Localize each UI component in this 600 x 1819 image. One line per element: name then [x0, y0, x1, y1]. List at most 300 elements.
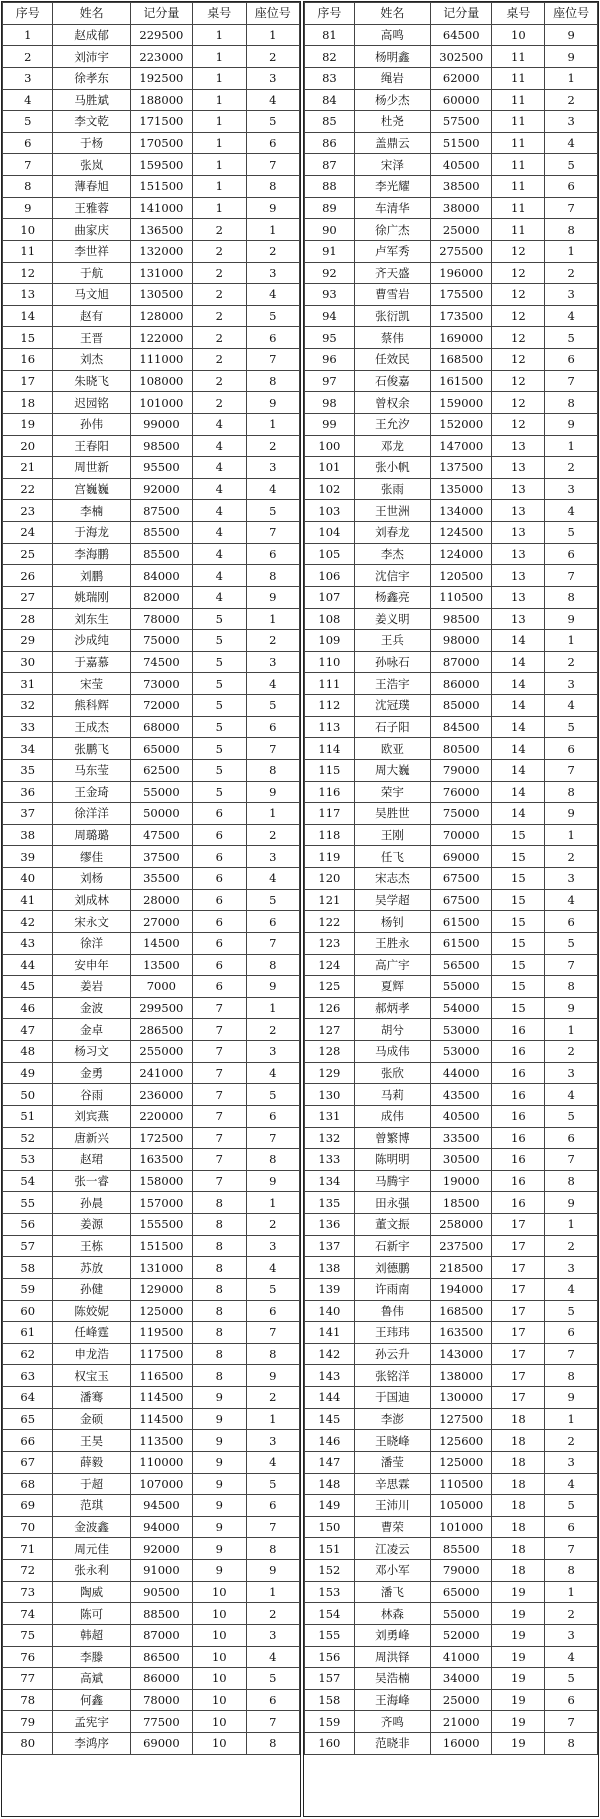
cell-seat: 4 — [246, 1646, 299, 1668]
cell-table: 1 — [193, 46, 246, 68]
cell-table: 9 — [193, 1560, 246, 1582]
cell-score: 95500 — [130, 457, 192, 479]
cell-name: 刘德鹏 — [354, 1257, 430, 1279]
cell-name: 宫巍巍 — [53, 478, 130, 500]
table-row — [3, 262, 300, 284]
table-row — [305, 1062, 598, 1084]
cell-seat: 4 — [545, 1278, 598, 1300]
cell-seat: 2 — [545, 457, 598, 479]
cell-score: 34000 — [430, 1668, 492, 1690]
cell-name: 王刚 — [354, 824, 430, 846]
cell-seq: 155 — [305, 1624, 355, 1646]
cell-name: 董文振 — [354, 1214, 430, 1236]
cell-seat: 7 — [246, 1711, 299, 1733]
cell-name: 徐洋洋 — [53, 803, 130, 825]
cell-seq: 144 — [305, 1387, 355, 1409]
cell-table: 6 — [193, 868, 246, 890]
cell-seq: 1 — [3, 24, 53, 46]
cell-seat: 5 — [246, 695, 299, 717]
cell-seat: 8 — [246, 954, 299, 976]
table-row — [305, 543, 598, 565]
cell-seat: 1 — [246, 1408, 299, 1430]
cell-seat: 4 — [545, 500, 598, 522]
cell-name: 潘骞 — [53, 1387, 130, 1409]
cell-seq: 158 — [305, 1689, 355, 1711]
cell-table: 6 — [193, 824, 246, 846]
cell-name: 于航 — [53, 262, 130, 284]
cell-name: 王浩宇 — [354, 673, 430, 695]
cell-seq: 28 — [3, 608, 53, 630]
table-row — [3, 1668, 300, 1690]
cell-table: 2 — [193, 370, 246, 392]
cell-name: 马文旭 — [53, 284, 130, 306]
cell-name: 绳岩 — [354, 67, 430, 89]
cell-table: 9 — [193, 1516, 246, 1538]
cell-seq: 16 — [3, 349, 53, 371]
cell-table: 12 — [492, 284, 545, 306]
cell-score: 87000 — [130, 1624, 192, 1646]
cell-seq: 114 — [305, 738, 355, 760]
cell-seq: 157 — [305, 1668, 355, 1690]
cell-table: 19 — [492, 1646, 545, 1668]
cell-score: 151500 — [130, 1235, 192, 1257]
cell-seat: 6 — [545, 543, 598, 565]
cell-table: 15 — [492, 976, 545, 998]
cell-name: 马腾宇 — [354, 1170, 430, 1192]
cell-name: 陶威 — [53, 1581, 130, 1603]
cell-table: 13 — [492, 478, 545, 500]
table-row — [305, 868, 598, 890]
cell-table: 9 — [193, 1408, 246, 1430]
cell-seat: 9 — [246, 586, 299, 608]
cell-seat: 1 — [246, 413, 299, 435]
cell-seat: 9 — [246, 1170, 299, 1192]
cell-seq: 4 — [3, 89, 53, 111]
cell-seat: 7 — [545, 759, 598, 781]
table-row — [305, 1127, 598, 1149]
table-row — [305, 586, 598, 608]
cell-table: 19 — [492, 1689, 545, 1711]
cell-name: 张铭洋 — [354, 1365, 430, 1387]
cell-name: 邓龙 — [354, 435, 430, 457]
cell-seat: 9 — [246, 781, 299, 803]
cell-name: 鲁伟 — [354, 1300, 430, 1322]
cell-seq: 50 — [3, 1084, 53, 1106]
cell-table: 10 — [193, 1624, 246, 1646]
cell-seq: 147 — [305, 1451, 355, 1473]
cell-seat: 4 — [246, 868, 299, 890]
cell-name: 金波 — [53, 997, 130, 1019]
cell-score: 172500 — [130, 1127, 192, 1149]
cell-seat: 5 — [545, 716, 598, 738]
table-row — [305, 1495, 598, 1517]
cell-table: 11 — [492, 89, 545, 111]
table-row — [3, 586, 300, 608]
cell-score: 33500 — [430, 1127, 492, 1149]
cell-seq: 63 — [3, 1365, 53, 1387]
cell-name: 孙伟 — [53, 413, 130, 435]
cell-score: 241000 — [130, 1062, 192, 1084]
cell-seat: 9 — [545, 803, 598, 825]
cell-table: 19 — [492, 1733, 545, 1755]
cell-seq: 44 — [3, 954, 53, 976]
score-sheet — [1, 1, 598, 1817]
cell-seq: 75 — [3, 1624, 53, 1646]
cell-table: 8 — [193, 1278, 246, 1300]
cell-score: 131000 — [130, 262, 192, 284]
cell-seq: 54 — [3, 1170, 53, 1192]
cell-table: 14 — [492, 738, 545, 760]
cell-table: 7 — [193, 1170, 246, 1192]
table-row — [305, 651, 598, 673]
cell-seat: 7 — [545, 565, 598, 587]
cell-seat: 6 — [545, 1127, 598, 1149]
cell-seat: 6 — [545, 738, 598, 760]
cell-seq: 143 — [305, 1365, 355, 1387]
cell-seq: 156 — [305, 1646, 355, 1668]
cell-table: 6 — [193, 954, 246, 976]
cell-seat: 1 — [545, 435, 598, 457]
cell-table: 4 — [193, 435, 246, 457]
table-row — [305, 457, 598, 479]
cell-name: 张欣 — [354, 1062, 430, 1084]
cell-name: 姜岩 — [53, 976, 130, 998]
table-row — [305, 1668, 598, 1690]
cell-table: 14 — [492, 803, 545, 825]
cell-seat: 8 — [545, 1733, 598, 1755]
cell-table: 9 — [193, 1430, 246, 1452]
table-row — [305, 1581, 598, 1603]
cell-score: 110500 — [430, 1473, 492, 1495]
cell-seat: 5 — [545, 327, 598, 349]
cell-seq: 132 — [305, 1127, 355, 1149]
cell-table: 18 — [492, 1495, 545, 1517]
table-row — [3, 803, 300, 825]
cell-seat: 3 — [246, 846, 299, 868]
cell-score: 196000 — [430, 262, 492, 284]
cell-seq: 39 — [3, 846, 53, 868]
table-row — [3, 954, 300, 976]
cell-name: 宋莹 — [53, 673, 130, 695]
cell-name: 辛思霖 — [354, 1473, 430, 1495]
cell-table: 12 — [492, 262, 545, 284]
table-row — [305, 781, 598, 803]
cell-table: 11 — [492, 46, 545, 68]
cell-seat: 5 — [545, 932, 598, 954]
cell-score: 78000 — [130, 608, 192, 630]
cell-table: 14 — [492, 673, 545, 695]
header-row — [3, 3, 300, 25]
right-table-body — [305, 24, 598, 1754]
cell-seat: 6 — [246, 327, 299, 349]
cell-name: 高斌 — [53, 1668, 130, 1690]
cell-name: 高广宇 — [354, 954, 430, 976]
table-row — [305, 1214, 598, 1236]
cell-seat: 4 — [545, 132, 598, 154]
cell-seat: 5 — [246, 1084, 299, 1106]
cell-table: 7 — [193, 1041, 246, 1063]
cell-seat: 2 — [246, 630, 299, 652]
cell-score: 110500 — [430, 586, 492, 608]
cell-seat: 1 — [545, 1214, 598, 1236]
cell-seq: 139 — [305, 1278, 355, 1300]
cell-table: 1 — [193, 111, 246, 133]
cell-name: 曹荣 — [354, 1516, 430, 1538]
cell-seq: 101 — [305, 457, 355, 479]
cell-seat: 5 — [545, 1300, 598, 1322]
cell-seq: 17 — [3, 370, 53, 392]
cell-table: 17 — [492, 1365, 545, 1387]
cell-table: 8 — [193, 1300, 246, 1322]
cell-name: 车清华 — [354, 197, 430, 219]
cell-seat: 3 — [246, 1235, 299, 1257]
cell-table: 10 — [193, 1668, 246, 1690]
cell-name: 曹雪岩 — [354, 284, 430, 306]
table-row — [305, 1343, 598, 1365]
table-row — [305, 997, 598, 1019]
cell-seat: 9 — [246, 1365, 299, 1387]
cell-seq: 5 — [3, 111, 53, 133]
cell-table: 9 — [193, 1473, 246, 1495]
cell-seq: 81 — [305, 24, 355, 46]
table-row — [3, 1149, 300, 1171]
cell-score: 30500 — [430, 1149, 492, 1171]
table-row — [305, 1041, 598, 1063]
cell-table: 14 — [492, 759, 545, 781]
cell-seat: 4 — [545, 695, 598, 717]
table-row — [3, 889, 300, 911]
cell-seat: 9 — [545, 608, 598, 630]
cell-seq: 126 — [305, 997, 355, 1019]
cell-seq: 43 — [3, 932, 53, 954]
cell-score: 92000 — [130, 1538, 192, 1560]
cell-score: 158000 — [130, 1170, 192, 1192]
cell-name: 刘杰 — [53, 349, 130, 371]
cell-score: 157000 — [130, 1192, 192, 1214]
cell-seq: 115 — [305, 759, 355, 781]
table-row — [305, 1322, 598, 1344]
cell-seat: 3 — [545, 868, 598, 890]
cell-score: 124500 — [430, 522, 492, 544]
table-row — [305, 803, 598, 825]
cell-score: 60000 — [430, 89, 492, 111]
cell-seat: 2 — [246, 1603, 299, 1625]
cell-seat: 9 — [545, 46, 598, 68]
cell-score: 65000 — [430, 1581, 492, 1603]
cell-table: 18 — [492, 1451, 545, 1473]
table-row — [305, 1149, 598, 1171]
cell-score: 163500 — [130, 1149, 192, 1171]
cell-name: 刘春龙 — [354, 522, 430, 544]
cell-seat: 7 — [246, 738, 299, 760]
cell-table: 17 — [492, 1214, 545, 1236]
cell-seq: 3 — [3, 67, 53, 89]
table-row — [3, 240, 300, 262]
table-row — [3, 1127, 300, 1149]
table-row — [3, 370, 300, 392]
cell-table: 1 — [193, 132, 246, 154]
cell-seq: 133 — [305, 1149, 355, 1171]
cell-seat: 7 — [545, 1149, 598, 1171]
table-row — [3, 695, 300, 717]
cell-name: 刘宾燕 — [53, 1105, 130, 1127]
table-row — [305, 67, 598, 89]
table-row — [3, 608, 300, 630]
cell-table: 6 — [193, 932, 246, 954]
cell-seq: 103 — [305, 500, 355, 522]
table-row — [305, 1560, 598, 1582]
cell-score: 53000 — [430, 1019, 492, 1041]
cell-seq: 135 — [305, 1192, 355, 1214]
table-row — [3, 1473, 300, 1495]
cell-table: 4 — [193, 478, 246, 500]
cell-name: 曾繁博 — [354, 1127, 430, 1149]
table-row — [3, 1278, 300, 1300]
table-row — [3, 1192, 300, 1214]
cell-table: 13 — [492, 435, 545, 457]
cell-seq: 138 — [305, 1257, 355, 1279]
cell-score: 70000 — [430, 824, 492, 846]
cell-name: 缪佳 — [53, 846, 130, 868]
cell-seq: 100 — [305, 435, 355, 457]
cell-seq: 58 — [3, 1257, 53, 1279]
cell-table: 6 — [193, 976, 246, 998]
cell-name: 吴浩楠 — [354, 1668, 430, 1690]
cell-seq: 41 — [3, 889, 53, 911]
cell-name: 潘飞 — [354, 1581, 430, 1603]
cell-name: 申龙浩 — [53, 1343, 130, 1365]
cell-score: 35500 — [130, 868, 192, 890]
cell-table: 16 — [492, 1192, 545, 1214]
cell-name: 孙云升 — [354, 1343, 430, 1365]
cell-table: 2 — [193, 284, 246, 306]
cell-seat: 1 — [545, 1581, 598, 1603]
cell-seat: 5 — [246, 1473, 299, 1495]
cell-table: 5 — [193, 738, 246, 760]
cell-seq: 121 — [305, 889, 355, 911]
cell-seat: 2 — [545, 89, 598, 111]
cell-seq: 29 — [3, 630, 53, 652]
cell-seq: 96 — [305, 349, 355, 371]
cell-score: 127500 — [430, 1408, 492, 1430]
cell-name: 赵珺 — [53, 1149, 130, 1171]
cell-name: 薛毅 — [53, 1451, 130, 1473]
table-row — [305, 1257, 598, 1279]
cell-score: 136500 — [130, 219, 192, 241]
cell-table: 11 — [492, 154, 545, 176]
cell-score: 76000 — [430, 781, 492, 803]
table-row — [305, 392, 598, 414]
cell-name: 王昊 — [53, 1430, 130, 1452]
cell-table: 14 — [492, 716, 545, 738]
cell-table: 6 — [193, 846, 246, 868]
cell-table: 12 — [492, 349, 545, 371]
cell-table: 14 — [492, 630, 545, 652]
table-row — [3, 1019, 300, 1041]
table-row — [3, 781, 300, 803]
cell-seat: 4 — [246, 673, 299, 695]
cell-table: 10 — [193, 1689, 246, 1711]
cell-table: 18 — [492, 1430, 545, 1452]
cell-score: 52000 — [430, 1624, 492, 1646]
cell-seq: 76 — [3, 1646, 53, 1668]
cell-seat: 7 — [545, 197, 598, 219]
cell-score: 168500 — [430, 1300, 492, 1322]
cell-score: 169000 — [430, 327, 492, 349]
table-row — [305, 154, 598, 176]
cell-name: 薄春旭 — [53, 176, 130, 198]
cell-seq: 92 — [305, 262, 355, 284]
cell-table: 5 — [193, 781, 246, 803]
cell-table: 2 — [193, 262, 246, 284]
cell-seq: 72 — [3, 1560, 53, 1582]
cell-name: 苏放 — [53, 1257, 130, 1279]
cell-score: 159500 — [130, 154, 192, 176]
cell-name: 石俊嘉 — [354, 370, 430, 392]
cell-score: 152000 — [430, 413, 492, 435]
cell-seat: 1 — [545, 67, 598, 89]
table-row — [3, 478, 300, 500]
cell-name: 王兵 — [354, 630, 430, 652]
cell-seq: 13 — [3, 284, 53, 306]
cell-seat: 4 — [246, 1451, 299, 1473]
cell-name: 田永强 — [354, 1192, 430, 1214]
cell-seat: 9 — [545, 24, 598, 46]
header-table: 桌号 — [193, 3, 246, 25]
cell-score: 54000 — [430, 997, 492, 1019]
cell-score: 77500 — [130, 1711, 192, 1733]
table-row — [3, 1646, 300, 1668]
cell-seat: 8 — [545, 392, 598, 414]
cell-name: 李海鹏 — [53, 543, 130, 565]
cell-name: 齐天盛 — [354, 262, 430, 284]
cell-seat: 5 — [246, 1278, 299, 1300]
cell-name: 唐新兴 — [53, 1127, 130, 1149]
cell-seq: 65 — [3, 1408, 53, 1430]
table-row — [3, 305, 300, 327]
cell-name: 王雅蓉 — [53, 197, 130, 219]
cell-score: 85500 — [130, 522, 192, 544]
cell-table: 9 — [193, 1538, 246, 1560]
cell-seq: 102 — [305, 478, 355, 500]
table-row — [305, 305, 598, 327]
cell-table: 18 — [492, 1538, 545, 1560]
cell-name: 吴学超 — [354, 889, 430, 911]
cell-name: 王晋 — [53, 327, 130, 349]
cell-seq: 70 — [3, 1516, 53, 1538]
cell-seq: 67 — [3, 1451, 53, 1473]
cell-name: 李澎 — [354, 1408, 430, 1430]
table-row — [3, 759, 300, 781]
table-row — [305, 824, 598, 846]
cell-seq: 66 — [3, 1430, 53, 1452]
cell-seat: 5 — [246, 889, 299, 911]
cell-score: 137500 — [430, 457, 492, 479]
cell-seq: 22 — [3, 478, 53, 500]
cell-seq: 61 — [3, 1322, 53, 1344]
cell-table: 13 — [492, 565, 545, 587]
cell-seat: 6 — [246, 1495, 299, 1517]
cell-seq: 25 — [3, 543, 53, 565]
cell-name: 马成伟 — [354, 1041, 430, 1063]
table-row — [305, 370, 598, 392]
cell-name: 迟园铭 — [53, 392, 130, 414]
cell-name: 卢军秀 — [354, 240, 430, 262]
cell-seq: 40 — [3, 868, 53, 890]
cell-name: 姜义明 — [354, 608, 430, 630]
cell-table: 11 — [492, 219, 545, 241]
cell-table: 4 — [193, 457, 246, 479]
